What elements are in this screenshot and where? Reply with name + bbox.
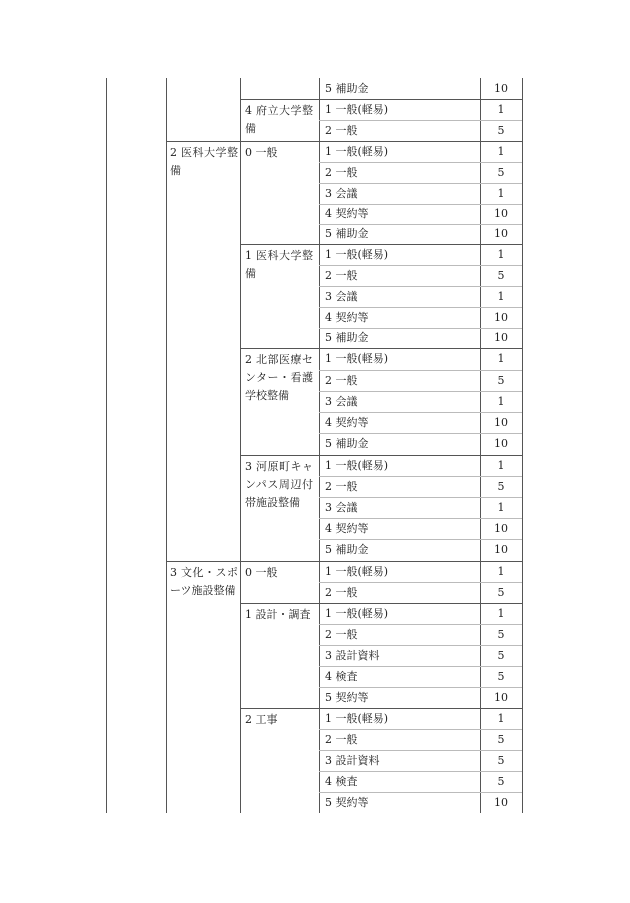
retention-value: 5 — [497, 124, 505, 137]
item-label: 3 設計資料 — [325, 649, 380, 662]
item-label: 5 補助金 — [325, 227, 369, 240]
retention-value: 5 — [497, 269, 505, 282]
column-divider — [106, 78, 107, 813]
sub-category-label: 0 一般 — [245, 566, 278, 579]
sub-category-label: 0 一般 — [245, 146, 278, 159]
retention-value: 1 — [497, 712, 505, 725]
item-label: 5 補助金 — [325, 331, 369, 344]
sub-category-label: 1 医科大学整備 — [245, 249, 313, 280]
retention-value: 5 — [497, 166, 505, 179]
item-label: 4 契約等 — [325, 522, 369, 535]
mid-category-label: 3 文化・スポーツ施設整備 — [170, 566, 238, 597]
retention-value: 10 — [494, 82, 508, 95]
item-label: 5 補助金 — [325, 543, 369, 556]
column-divider — [166, 78, 167, 813]
retention-value: 5 — [497, 775, 505, 788]
retention-value: 1 — [497, 248, 505, 261]
item-label: 3 会議 — [325, 290, 358, 303]
item-label: 5 契約等 — [325, 691, 369, 704]
retention-value: 5 — [497, 754, 505, 767]
retention-value: 10 — [494, 437, 508, 450]
item-label: 2 一般 — [325, 374, 358, 387]
retention-value: 10 — [494, 522, 508, 535]
retention-value: 10 — [494, 331, 508, 344]
retention-value: 5 — [497, 733, 505, 746]
retention-value: 5 — [497, 670, 505, 683]
retention-value: 10 — [494, 416, 508, 429]
item-label: 4 契約等 — [325, 311, 369, 324]
item-label: 3 設計資料 — [325, 754, 380, 767]
item-label: 5 契約等 — [325, 796, 369, 809]
item-label: 3 会議 — [325, 187, 358, 200]
retention-value: 5 — [497, 374, 505, 387]
item-label: 5 補助金 — [325, 82, 369, 95]
retention-value: 5 — [497, 480, 505, 493]
sub-category-label: 3 河原町キャンパス周辺付帯施設整備 — [245, 460, 313, 509]
retention-value: 5 — [497, 586, 505, 599]
item-label: 4 契約等 — [325, 207, 369, 220]
retention-value: 5 — [497, 649, 505, 662]
retention-value: 10 — [494, 311, 508, 324]
item-label: 3 会議 — [325, 501, 358, 514]
item-label: 2 一般 — [325, 480, 358, 493]
retention-value: 10 — [494, 543, 508, 556]
item-label: 1 一般(軽易) — [325, 712, 389, 725]
retention-value: 5 — [497, 628, 505, 641]
retention-value: 1 — [497, 290, 505, 303]
mid-category-label: 2 医科大学整備 — [170, 146, 238, 177]
sub-category-label: 2 工事 — [245, 713, 278, 726]
item-label: 5 補助金 — [325, 437, 369, 450]
retention-value: 1 — [497, 352, 505, 365]
retention-value: 1 — [497, 145, 505, 158]
retention-value: 1 — [497, 187, 505, 200]
sub-category-label: 4 府立大学整備 — [245, 104, 313, 135]
item-label: 1 一般(軽易) — [325, 145, 389, 158]
item-label: 2 一般 — [325, 586, 358, 599]
item-label: 4 検査 — [325, 670, 358, 683]
column-divider — [319, 78, 320, 813]
sub-category-label: 2 北部医療センター・看護学校整備 — [245, 353, 313, 402]
sub-category-label: 1 設計・調査 — [245, 608, 311, 621]
item-label: 2 一般 — [325, 733, 358, 746]
item-label: 1 一般(軽易) — [325, 352, 389, 365]
retention-value: 10 — [494, 227, 508, 240]
column-divider — [522, 78, 523, 813]
item-label: 4 契約等 — [325, 416, 369, 429]
item-label: 1 一般(軽易) — [325, 103, 389, 116]
item-label: 2 一般 — [325, 166, 358, 179]
retention-value: 10 — [494, 207, 508, 220]
retention-value: 1 — [497, 607, 505, 620]
item-label: 4 検査 — [325, 775, 358, 788]
item-label: 1 一般(軽易) — [325, 459, 389, 472]
retention-value: 1 — [497, 103, 505, 116]
retention-value: 10 — [494, 691, 508, 704]
item-label: 1 一般(軽易) — [325, 565, 389, 578]
column-divider — [240, 78, 241, 813]
item-label: 3 会議 — [325, 395, 358, 408]
retention-value: 1 — [497, 459, 505, 472]
item-label: 2 一般 — [325, 269, 358, 282]
retention-value: 1 — [497, 395, 505, 408]
retention-value: 1 — [497, 565, 505, 578]
item-label: 1 一般(軽易) — [325, 607, 389, 620]
retention-value: 1 — [497, 501, 505, 514]
item-label: 1 一般(軽易) — [325, 248, 389, 261]
retention-value: 10 — [494, 796, 508, 809]
item-label: 2 一般 — [325, 124, 358, 137]
item-label: 2 一般 — [325, 628, 358, 641]
